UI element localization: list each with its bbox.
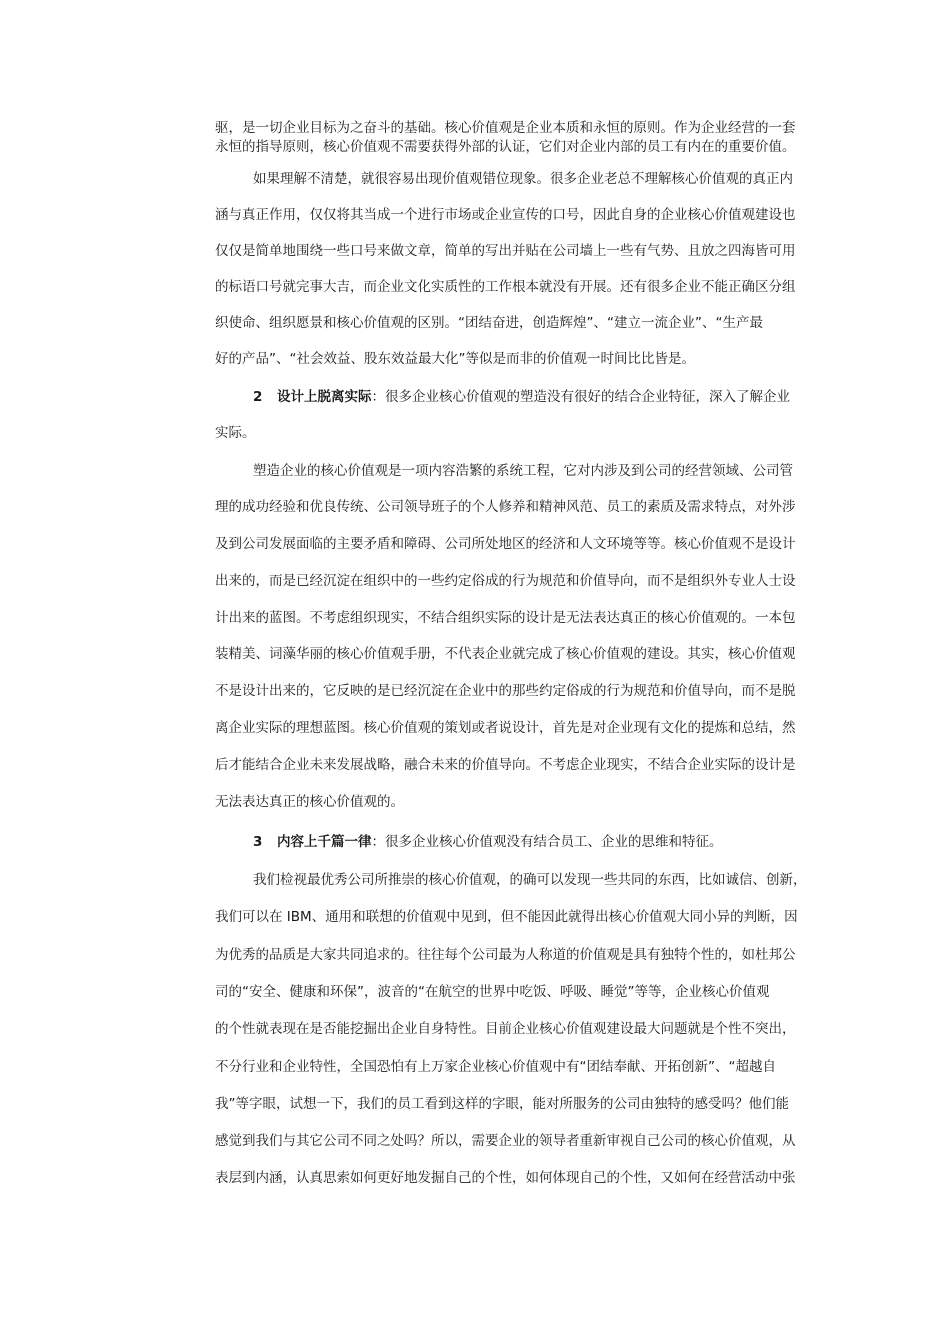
paragraph-line: 理的成功经验和优良传统、公司领导班子的个人修养和精神风范、员工的素质及需求特点，对外涉 xyxy=(215,499,796,515)
paragraph-line: 不分行业和企业特性，全国恐怕有上万家企业核心价值观中有“团结奉献、开拓创新”、“超越自 xyxy=(215,1059,776,1075)
paragraph-line: 我”等字眼，试想一下，我们的员工看到这样的字眼，能对所服务的公司由独特的感受吗？他们能 xyxy=(215,1096,789,1112)
paragraph-line: 离企业实际的理想蓝图。核心价值观的策划或者说设计，首先是对企业现有文化的提炼和总结，然 xyxy=(215,720,796,736)
paragraph-line: 不是设计出来的，它反映的是已经沉淀在企业中的那些约定俗成的行为规范和价值导向，而不是脱 xyxy=(215,683,796,699)
paragraph-line: 表层到内涵，认真思索如何更好地发掘自己的个性，如何体现自己的个性，又如何在经营活动中张 xyxy=(215,1170,796,1186)
paragraph-line: 为优秀的品质是大家共同追求的。往往每个公司最为人称道的价值观是具有独特个性的，如杜邦公 xyxy=(215,947,796,963)
point-heading: 设计上脱离实际 xyxy=(277,389,372,405)
paragraph-line: 我们检视最优秀公司所推崇的核心价值观，的确可以发现一些共同的东西，比如诚信、创新， xyxy=(253,872,807,888)
paragraph-line: 装精美、词藻华丽的核心价值观手册，不代表企业就完成了核心价值观的建设。其实，核心价值观 xyxy=(215,646,796,662)
point-text: ：很多企业核心价值观的塑造没有很好的结合企业特征，深入了解企业 xyxy=(371,389,790,405)
paragraph-line: 司的“安全、健康和环保”，波音的“在航空的世界中吃饭、呼吸、睡觉”等等，企业核心价值观 xyxy=(215,984,770,1000)
paragraph-line: 织使命、组织愿景和核心价值观的区别。“团结奋进，创造辉煌”、“建立一流企业”、“生产最 xyxy=(215,315,763,331)
point-number: 3 xyxy=(253,834,263,850)
paragraph-line: 永恒的指导原则，核心价值观不需要获得外部的认证，它们对企业内部的员工有内在的重要价值。 xyxy=(215,139,796,155)
point-heading: 内容上千篇一律 xyxy=(277,834,372,850)
paragraph-line: 的标语口号就完事大吉，而企业文化实质性的工作根本就没有开展。还有很多企业不能正确区分组 xyxy=(215,279,796,295)
paragraph-line: 好的产品”、“社会效益、股东效益最大化”等似是而非的价值观一时间比比皆是。 xyxy=(215,351,695,367)
numbered-point-3 xyxy=(253,833,723,851)
numbered-point-2 xyxy=(253,388,790,406)
paragraph-line: 后才能结合企业未来发展战略，融合未来的价值导向。不考虑企业现实，不结合企业实际的设计是 xyxy=(215,757,796,773)
point-number: 2 xyxy=(253,389,263,405)
paragraph-line: 我们可以在 IBM、通用和联想的价值观中见到，但不能因此就得出核心价值观大同小异的判断，因 xyxy=(215,909,798,925)
paragraph-line: 的个性就表现在是否能挖掘出企业自身特性。目前企业核心价值观建设最大问题就是个性不突出， xyxy=(215,1021,796,1037)
paragraph-line: 及到公司发展面临的主要矛盾和障碍、公司所处地区的经济和人文环境等等。核心价值观不是设计 xyxy=(215,536,796,552)
paragraph-line: 如果理解不清楚，就很容易出现价值观错位现象。很多企业老总不理解核心价值观的真正内 xyxy=(253,171,793,187)
paragraph-line: 感觉到我们与其它公司不同之处吗？所以，需要企业的领导者重新审视自己公司的核心价值观，从 xyxy=(215,1133,796,1149)
paragraph-line: 出来的，而是已经沉淀在组织中的一些约定俗成的行为规范和价值导向，而不是组织外专业人士设 xyxy=(215,573,796,589)
paragraph-line: 计出来的蓝图。不考虑组织现实，不结合组织实际的设计是无法表达真正的核心价值观的。一本包 xyxy=(215,610,796,626)
paragraph-line: 无法表达真正的核心价值观的。 xyxy=(215,794,404,810)
paragraph-line: 驱，是一切企业目标为之奋斗的基础。核心价值观是企业本质和永恒的原则。作为企业经营的一套 xyxy=(215,120,796,136)
paragraph-line: 实际。 xyxy=(215,425,256,441)
point-text: ：很多企业核心价值观没有结合员工、企业的思维和特征。 xyxy=(371,834,723,850)
paragraph-line: 仅仅是简单地围绕一些口号来做文章，简单的写出并贴在公司墙上一些有气势、且放之四海皆可用 xyxy=(215,243,796,259)
paragraph-line: 塑造企业的核心价值观是一项内容浩繁的系统工程，它对内涉及到公司的经营领域、公司管 xyxy=(253,463,793,479)
paragraph-line: 涵与真正作用，仅仅将其当成一个进行市场或企业宣传的口号，因此自身的企业核心价值观建设也 xyxy=(215,207,796,223)
